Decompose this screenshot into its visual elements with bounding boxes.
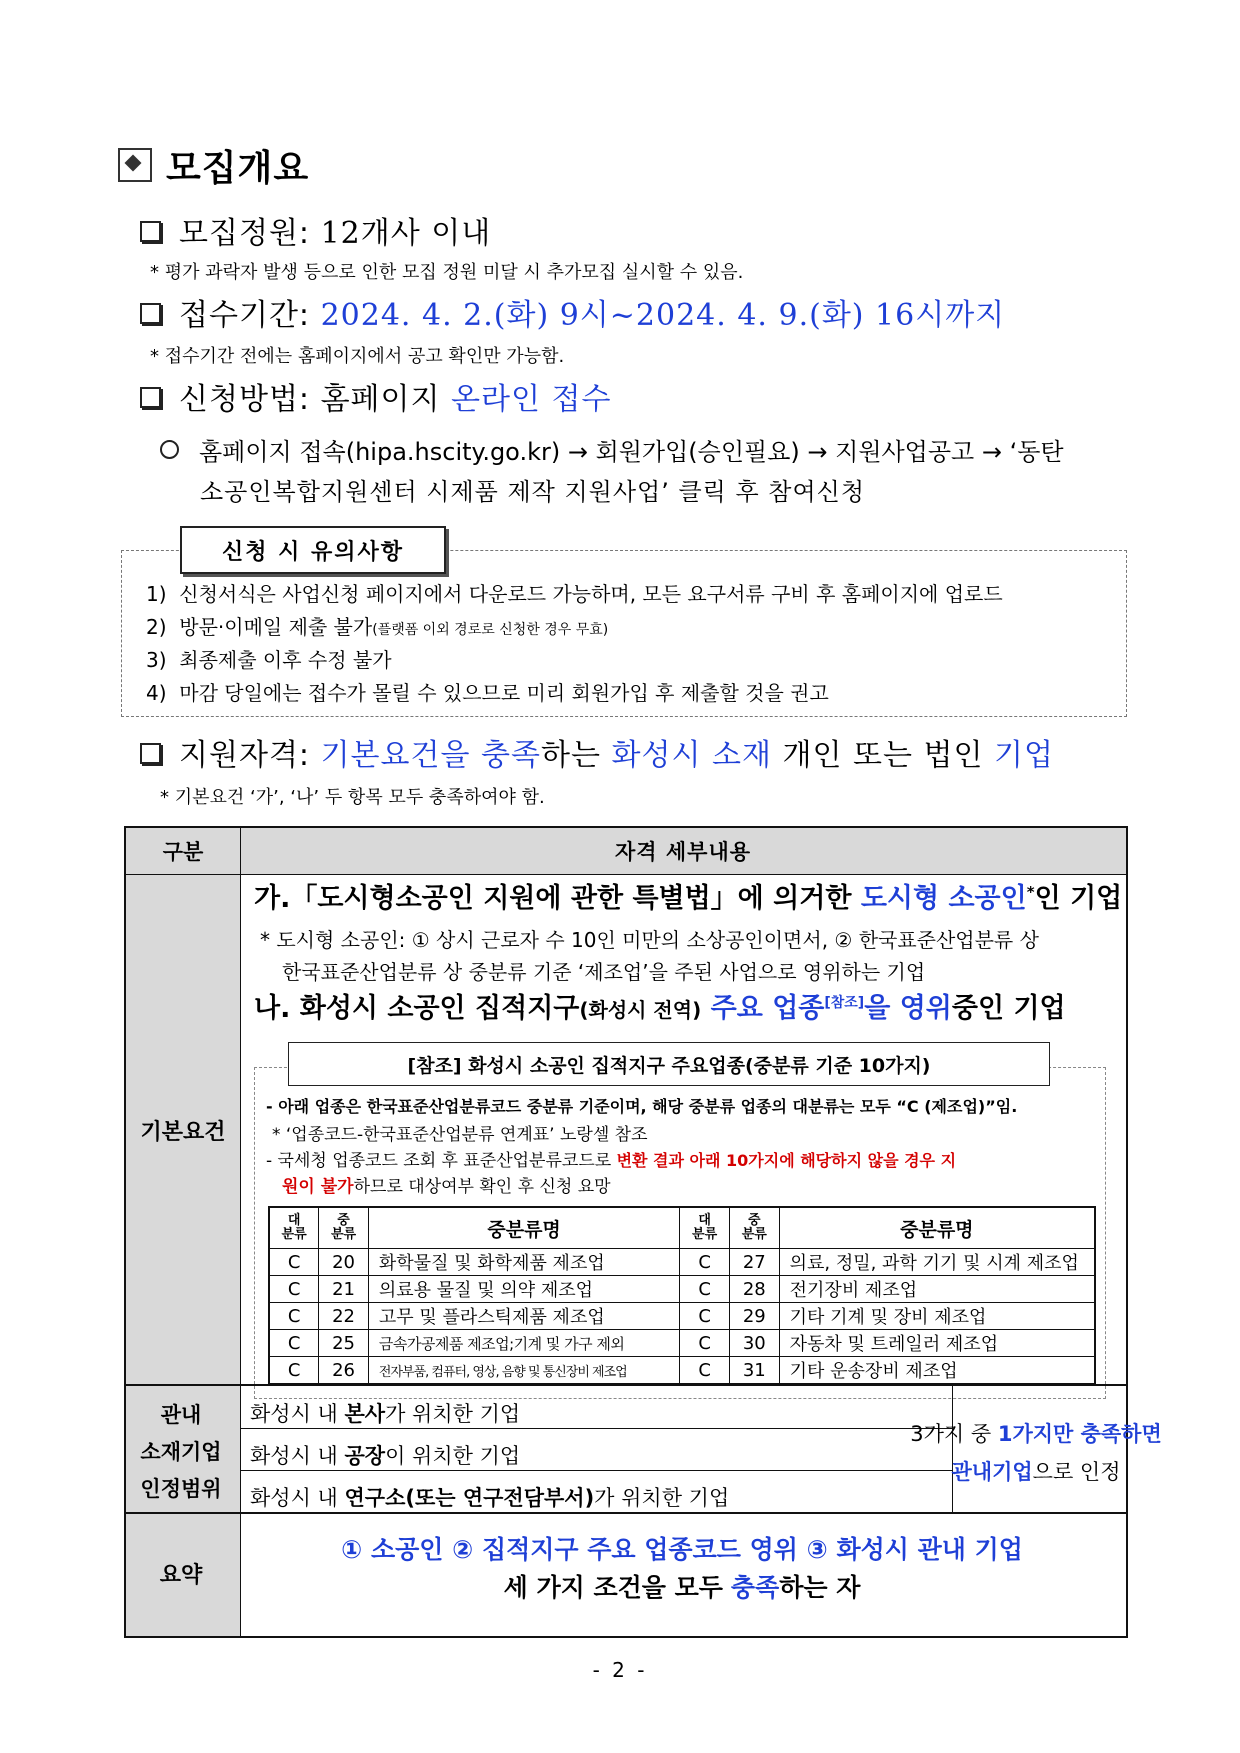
method-value: 홈페이지 <box>320 382 441 417</box>
checkbox-bullet-icon <box>140 387 161 408</box>
header-col1: 구분 <box>162 840 204 864</box>
recruit-count-label: 모집정원: <box>179 216 311 251</box>
checkbox-bullet-icon <box>140 743 161 764</box>
reference-line2: * ‘업종코드-한국표준산업분류 연계표’ 노랑셀 참조 <box>272 1125 648 1145</box>
method-label: 신청방법: <box>179 382 311 417</box>
header-mid: 중 분류 <box>729 1207 779 1249</box>
diamond-bullet-icon <box>118 148 152 182</box>
local-scope-item: 화성시 내 공장이 위치한 기업 <box>250 1444 521 1468</box>
reference-line1: - 아래 업종은 한국표준산업분류코드 중분류 기준이며, 해당 중분류 업종의 대분류는 모두 “C (제조업)”임. <box>266 1097 1018 1116</box>
recruit-count-value: 12개사 이내 <box>320 216 492 251</box>
header-major: 대 분류 <box>269 1207 319 1249</box>
table-row: C 21 의료용 물질 및 의약 제조업 C 28 전기장비 제조업 <box>269 1276 1095 1303</box>
circle-bullet-icon <box>160 440 179 459</box>
notice-title: 신청 시 유의사항 <box>180 526 446 574</box>
industry-table-header <box>269 1207 1095 1249</box>
period-value: 2024. 4. 2.(화) 9시~2024. 4. 9.(화) 16시까지 <box>320 298 1006 333</box>
eligibility-note: * 기본요건 ‘가’, ‘나’ 두 항목 모두 충족하여야 함. <box>160 787 545 808</box>
table-row: C 22 고무 및 플라스틱제품 제조업 C 29 기타 기계 및 장비 제조업 <box>269 1303 1095 1330</box>
checkbox-bullet-icon <box>140 303 161 324</box>
local-scope-item: 화성시 내 연구소(또는 연구전담부서)가 위치한 기업 <box>250 1486 730 1510</box>
table-row: C 25 금속가공제품 제조업;기계 및 가구 제외 C 30 자동차 및 트레일러 제조업 <box>269 1330 1095 1357</box>
table-row: C 20 화학물질 및 화학제품 제조업 C 27 의료, 정밀, 과학 기기 및 시계 제조업 <box>269 1249 1095 1276</box>
header-name: 중분류명 <box>779 1207 1095 1249</box>
notice-item: 4) 마감 당일에는 접수가 몰릴 수 있으므로 미리 회원가입 후 제출할 것을 권고 <box>146 681 829 705</box>
method-value-accent: 온라인 접수 <box>451 382 612 417</box>
notice-item: 1) 신청서식은 사업신청 페이지에서 다운로드 가능하며, 모든 요구서류 구비 후 홈페이지에 업로드 <box>146 582 1003 606</box>
requirement-na: 나. 화성시 소공인 집적지구(화성시 전역) 주요 업종[참조]을 영위중인 기업 <box>254 993 1066 1024</box>
basic-label: 기본요건 <box>140 1119 226 1145</box>
method-row <box>140 374 611 418</box>
reference-line3: - 국세청 업종코드 조회 후 표준산업분류코드로 변환 결과 아래 10가지에 해당하지 않을 경우 지 <box>266 1151 957 1171</box>
recruit-count-note: * 평가 과락자 발생 등으로 인한 모집 정원 미달 시 추가모집 실시할 수 있음. <box>150 262 744 283</box>
header-major: 대 분류 <box>680 1207 730 1249</box>
header-col2: 자격 세부내용 <box>614 840 752 864</box>
method-steps-line1: 홈페이지 접속(hipa.hscity.go.kr) → 회원가입(승인필요) → 지원사업공고 → ‘동탄 <box>160 432 1064 467</box>
requirement-ga: 가.「도시형소공인 지원에 관한 특별법」에 의거한 도시형 소공인*인 기업 <box>254 883 1123 914</box>
header-mid: 중 분류 <box>319 1207 369 1249</box>
summary-line1: ① 소공인 ② 집적지구 주요 업종코드 영위 ③ 화성시 관내 기업 <box>341 1535 1023 1564</box>
recruit-count-row <box>140 208 491 252</box>
notice-item: 2) 방문·이메일 제출 불가(플랫폼 이외 경로로 신청한 경우 무효) <box>146 615 609 639</box>
method-steps-line2: 소공인복합지원센터 시제품 제작 지원사업’ 클릭 후 참여신청 <box>200 478 866 506</box>
page-number: - 2 - <box>592 1658 648 1682</box>
section-title: 모집개요 <box>166 147 310 189</box>
notice-item: 3) 최종제출 이후 수정 불가 <box>146 648 392 672</box>
header-name: 중분류명 <box>368 1207 679 1249</box>
local-scope-label: 관내 소재기업 인정범위 <box>140 1402 222 1501</box>
summary-line2: 세 가지 조건을 모두 충족하는 자 <box>503 1573 861 1602</box>
summary-label: 요약 <box>159 1562 203 1588</box>
requirement-ga-note1: * 도시형 소공인: ① 상시 근로자 수 10인 미만의 소상공인이면서, ② 한국표준산업분류 상 <box>260 928 1039 952</box>
section-heading <box>118 140 309 190</box>
requirement-ga-note2: 한국표준산업분류 상 중분류 기준 ‘제조업’을 주된 사업으로 영위하는 기업 <box>282 960 926 984</box>
period-label: 접수기간: <box>179 298 311 333</box>
reference-line4: 원이 불가하므로 대상여부 확인 후 신청 요망 <box>282 1177 611 1197</box>
eligibility-row: 지원자격: 기본요건을 충족하는 화성시 소재 개인 또는 법인 기업 <box>140 730 1054 774</box>
local-scope-rule: 3가지 중 1가지만 충족하면 관내기업으로 인정 <box>910 1422 1162 1484</box>
local-scope-item: 화성시 내 본사가 위치한 기업 <box>250 1402 521 1426</box>
period-row <box>140 290 1005 334</box>
reference-title: [참조] 화성시 소공인 집적지구 주요업종(중분류 기준 10가지) <box>288 1042 1050 1086</box>
checkbox-bullet-icon <box>140 221 161 242</box>
period-note: * 접수기간 전에는 홈페이지에서 공고 확인만 가능함. <box>150 346 565 367</box>
table-row: C 26 전자부품, 컴퓨터, 영상, 음향 및 통신장비 제조업 C 31 기타 운송장비 제조업 <box>269 1357 1095 1385</box>
industry-table <box>268 1206 1096 1385</box>
